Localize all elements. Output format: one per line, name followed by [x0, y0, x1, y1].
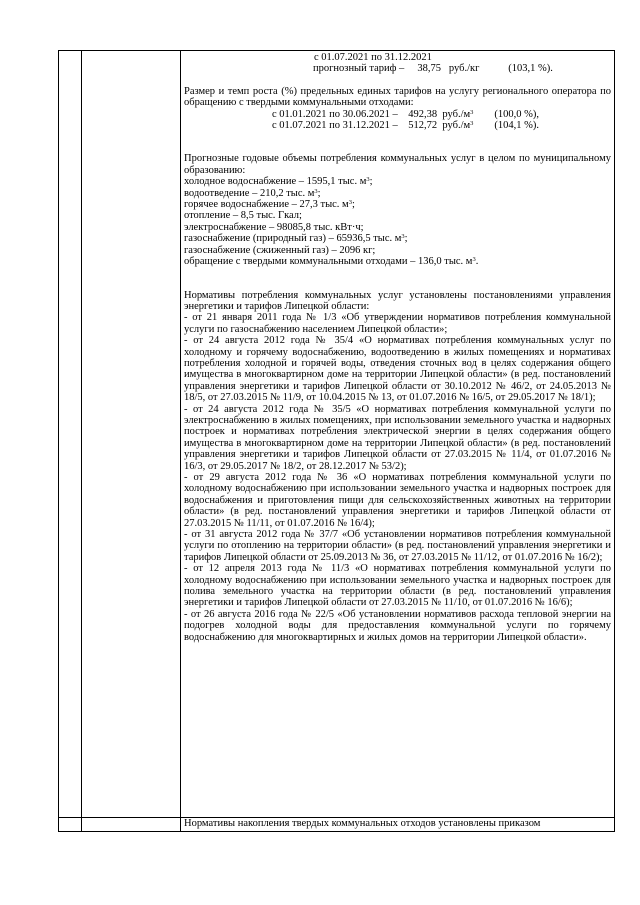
name-column-cell	[82, 818, 181, 832]
tariff-forecast-line: прогнозный тариф – 38,75 руб./кг (103,1 %).	[313, 63, 553, 75]
volume-cold-water: холодное водоснабжение – 1595,1 тыс. $м^3$;	[184, 176, 373, 188]
content-column-cell	[181, 818, 615, 832]
volume-heating: отопление – 8,5 тыс. Гкал;	[184, 210, 302, 222]
norm-item: - от 29 августа 2012 года № 36 «О нормативах потребления коммунальной услуги по холодному водоснабжению при использовании земельного участка и надворных построек для водоснабжения и приготовления пищи для сельскохозяйственных животных на территории области» (в ред. постановлений управления энергетики и тарифов Липецкой области от 27.03.2015 № 11/11, от 01.07.2016 № 16/4);	[184, 472, 611, 529]
norm-item: - от 26 августа 2016 года № 22/5 «Об установлении нормативов расхода тепловой энергии на подогрев холодной воды для предоставления коммунальной услуги по горячему водоснабжению для многоквартирных и жилых домов на территории Липецкой области».	[184, 608, 611, 643]
tko-rate-second: с 01.07.2021 по 31.12.2021 – 512,72 $руб./м^3$ (104,1 %).	[272, 120, 540, 132]
volume-gas-natural: газоснабжение (природный газ) – 65936,5 тыс. $м^3$;	[184, 233, 408, 245]
name-column-cell	[82, 51, 181, 818]
number-column-cell	[59, 818, 82, 832]
norm-item: - от 12 апреля 2013 года № 11/3 «О нормативах потребления коммунальной услуги по холодному водоснабжению при использовании земельного участка и надворных построек для полива земельного участка на территории области (в ред. постановлений управления энергетики и тарифов Липецкой области от 27.03.2015 № 11/10, от 01.07.2016 № 16/6);	[184, 563, 611, 609]
norm-item: - от 24 августа 2012 года № 35/4 «О нормативах потребления коммунальных услуг по холодному и горячему водоснабжению, водоотведению в жилых помещениях и нормативах потребления холодной и горячей воды, отведения сточных вод в целях содержания общего имущества в многоквартирном доме на территории Липецкой области» (в ред. постановлений управления энергетики и тарифов Липецкой области от 30.10.2012 № 46/2, от 24.05.2013 № 18/5, от 27.03.2015 № 11/9, от 10.04.2015 № 13, от 01.07.2016 № 16/5, от 29.05.2017 № 18/1);	[184, 335, 611, 404]
volume-hot-water: горячее водоснабжение – 27,3 тыс. $м^3$;	[184, 199, 355, 211]
document-table	[58, 50, 615, 832]
norm-item: - от 31 августа 2012 года № 37/7 «Об установлении нормативов потребления коммунальной услуги по отоплению на территории области» (в ред. постановлений управления энергетики и тарифов Липецкой области от 25.09.2013 № 36, от 27.03.2015 № 11/12, от 01.07.2016 № 16/2);	[184, 529, 611, 563]
volume-drainage: водоотведение – 210,2 тыс. $м^3$;	[184, 187, 321, 199]
tko-rates-heading: Размер и темп роста (%) предельных единых тарифов на услугу регионального оператора по обращению с твердыми коммунальными отходами:	[184, 85, 611, 109]
tko-rate-first: с 01.01.2021 по 30.06.2021 – 492,38 $руб./м^3$ (100,0 %),	[272, 108, 540, 120]
norms-intro: Нормативы потребления коммунальных услуг установлены постановлениями управления энергетики и тарифов Липецкой области:	[184, 289, 611, 312]
content-column-cell	[181, 51, 615, 818]
volumes-heading: Прогнозные годовые объемы потребления коммунальных услуг в целом по муниципальному образованию:	[184, 153, 611, 176]
tariff-period-line: с 01.07.2021 по 31.12.2021	[314, 52, 432, 63]
content-text	[181, 51, 614, 643]
number-column-cell	[59, 51, 82, 818]
volume-waste: обращение с твердыми коммунальными отходами – 136,0 тыс. $м^3$.	[184, 256, 479, 268]
norm-item: - от 21 января 2011 года № 1/3 «Об утверждении нормативов потребления коммунальной услуги по газоснабжению населением Липецкой области»;	[184, 312, 611, 335]
norm-item: - от 24 августа 2012 года № 35/5 «О нормативах потребления коммунальной услуги по электроснабжению в жилых помещениях, при использовании земельного участка и надворных построек и нормативах потребления электрической энергии в целях содержания общего имущества в многоквартирном доме на территории Липецкой области» (в ред. постановлений управления энергетики и тарифов Липецкой области от 27.03.2015 № 11/4, от 01.07.2016 № 16/3, от 29.05.2017 № 18/2, от 28.12.2017 № 53/2);	[184, 403, 611, 472]
volume-gas-liquefied: газоснабжение (сжиженный газ) – 2096 кг;	[184, 244, 376, 256]
waste-norms-line: Нормативы накопления твердых коммунальных отходов установлены приказом	[184, 818, 541, 829]
volume-electricity: электроснабжение – 98085,8 тыс. кВт·ч;	[184, 221, 364, 233]
content-text	[181, 818, 614, 829]
